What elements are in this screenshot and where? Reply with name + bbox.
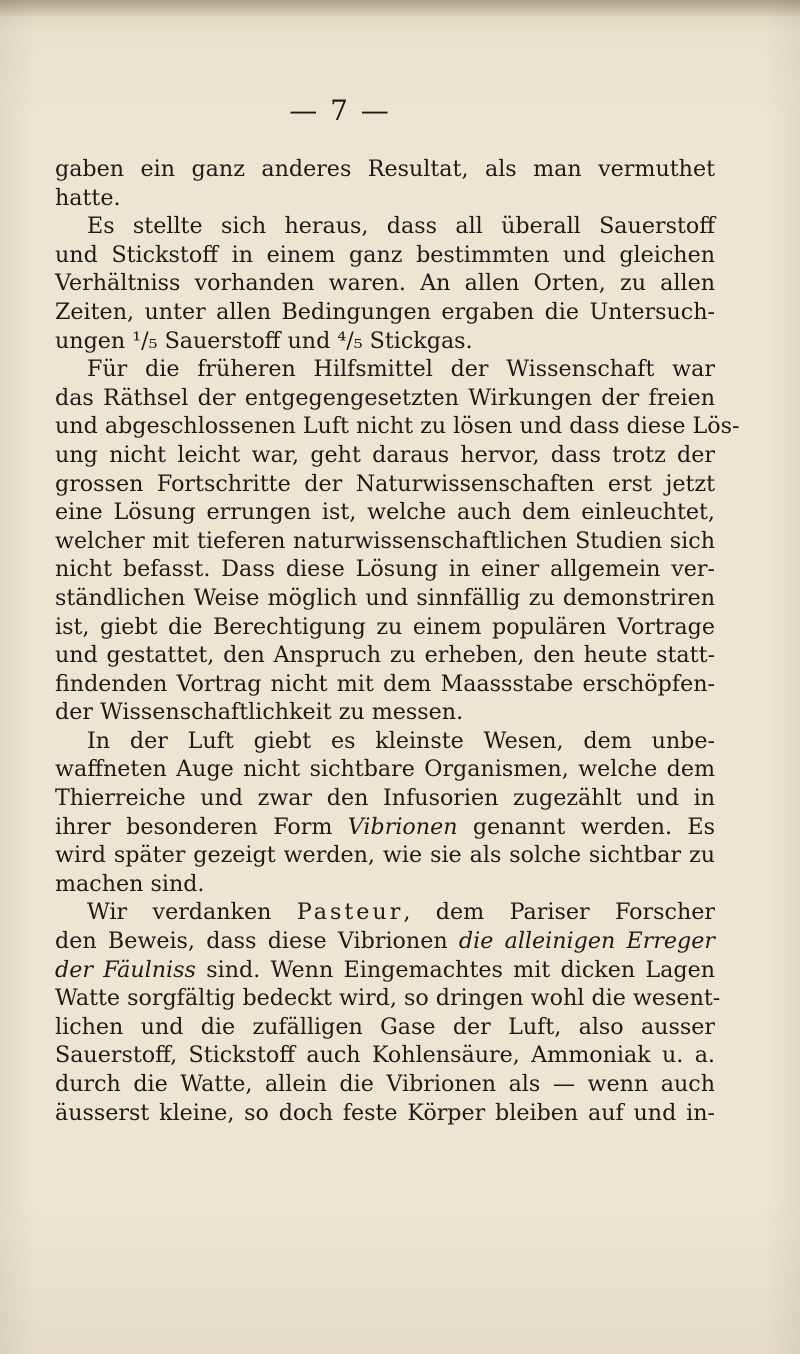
text-line	[55, 813, 715, 842]
text-line: findenden Vortrag nicht mit dem Maassstabe erschöpfen-	[55, 670, 715, 697]
text-line: gaben ein ganz anderes Resultat, als man vermuthet	[55, 156, 715, 182]
text-line: waffneten Auge nicht sichtbare Organismen, welche dem	[55, 756, 715, 783]
text-line: durch die Watte, allein die Vibrionen als — wenn auch	[55, 1071, 715, 1097]
text-line: äusserst kleine, so doch feste Körper bleiben auf und in-	[55, 1099, 715, 1126]
text-fragment: genannt werden. Es	[472, 813, 715, 840]
text-line: Zeiten, unter allen Bedingungen ergaben die Untersuch-	[55, 298, 715, 325]
spaced-name-pasteur: Pasteur	[296, 899, 404, 926]
text-line: das Räthsel der entgegengesetzten Wirkungen der freien	[55, 384, 715, 411]
text-line: ständlichen Weise möglich und sinnfällig zu demonstriren	[55, 584, 715, 611]
italic-phrase-erreger: die alleinigen Erreger	[458, 928, 716, 955]
text-fragment: sind. Wenn Eingemachtes mit dicken Lagen	[206, 956, 716, 983]
text-line: grossen Fortschritte der Naturwissenschaften erst jetzt	[55, 470, 715, 497]
text-fragment: Wir verdanken	[87, 899, 272, 926]
text-line: nicht befasst. Dass diese Lösung in einer allgemein ver-	[55, 556, 715, 583]
italic-phrase-faeulniss: der Fäulniss	[55, 956, 196, 983]
text-line: der Wissenschaftlichkeit zu messen.	[55, 699, 464, 726]
paragraph-line: Für die früheren Hilfsmittel der Wissenschaft war	[87, 356, 715, 383]
text-line: ungen ¹/₅ Sauerstoff und ⁴/₅ Stickgas.	[55, 327, 473, 354]
text-fragment: ihrer besonderen Form	[55, 813, 333, 840]
text-line: und Stickstoff in einem ganz bestimmten und gleichen	[55, 241, 715, 268]
text-line: hatte.	[55, 184, 121, 211]
text-line: Watte sorgfältig bedeckt wird, so dringen wohl die wesent-	[55, 985, 721, 1012]
paragraph-line: Es stellte sich heraus, dass all überall Sauerstoff	[87, 213, 715, 240]
text-line: eine Lösung errungen ist, welche auch dem einleuchtet,	[55, 499, 715, 526]
text-line	[55, 956, 715, 985]
text-line: Thierreiche und zwar den Infusorien zugezählt und in	[55, 785, 715, 812]
italic-term-vibrionen: Vibrionen	[347, 813, 458, 840]
text-line: wird später gezeigt werden, wie sie als solche sichtbar zu	[55, 842, 715, 869]
text-line: Sauerstoff, Stickstoff auch Kohlensäure, Ammoniak u. a.	[55, 1042, 715, 1069]
paragraph-line	[55, 898, 715, 927]
text-line: ist, giebt die Berechtigung zu einem populären Vortrage	[55, 613, 715, 640]
text-fragment: , dem Pariser Forscher	[403, 899, 715, 926]
text-line: lichen und die zufälligen Gase der Luft, also ausser	[55, 1013, 715, 1040]
text-line	[55, 927, 715, 956]
page-top-shadow	[0, 0, 800, 18]
paragraph-line: In der Luft giebt es kleinste Wesen, dem unbe-	[87, 727, 715, 754]
text-fragment: den Beweis, dass diese Vibrionen	[55, 928, 448, 955]
text-line: Verhältniss vorhanden waren. An allen Orten, zu allen	[55, 270, 715, 297]
text-line: machen sind.	[55, 870, 205, 897]
page-number: — 7 —	[289, 94, 391, 127]
page-body-text	[55, 155, 740, 1127]
text-line: und gestattet, den Anspruch zu erheben, den heute statt-	[55, 642, 715, 669]
text-line: und abgeschlossenen Luft nicht zu lösen und dass diese Lös-	[55, 413, 740, 440]
text-line: welcher mit tieferen naturwissenschaftlichen Studien sich	[55, 527, 715, 554]
text-line: ung nicht leicht war, geht daraus hervor, dass trotz der	[55, 441, 715, 468]
